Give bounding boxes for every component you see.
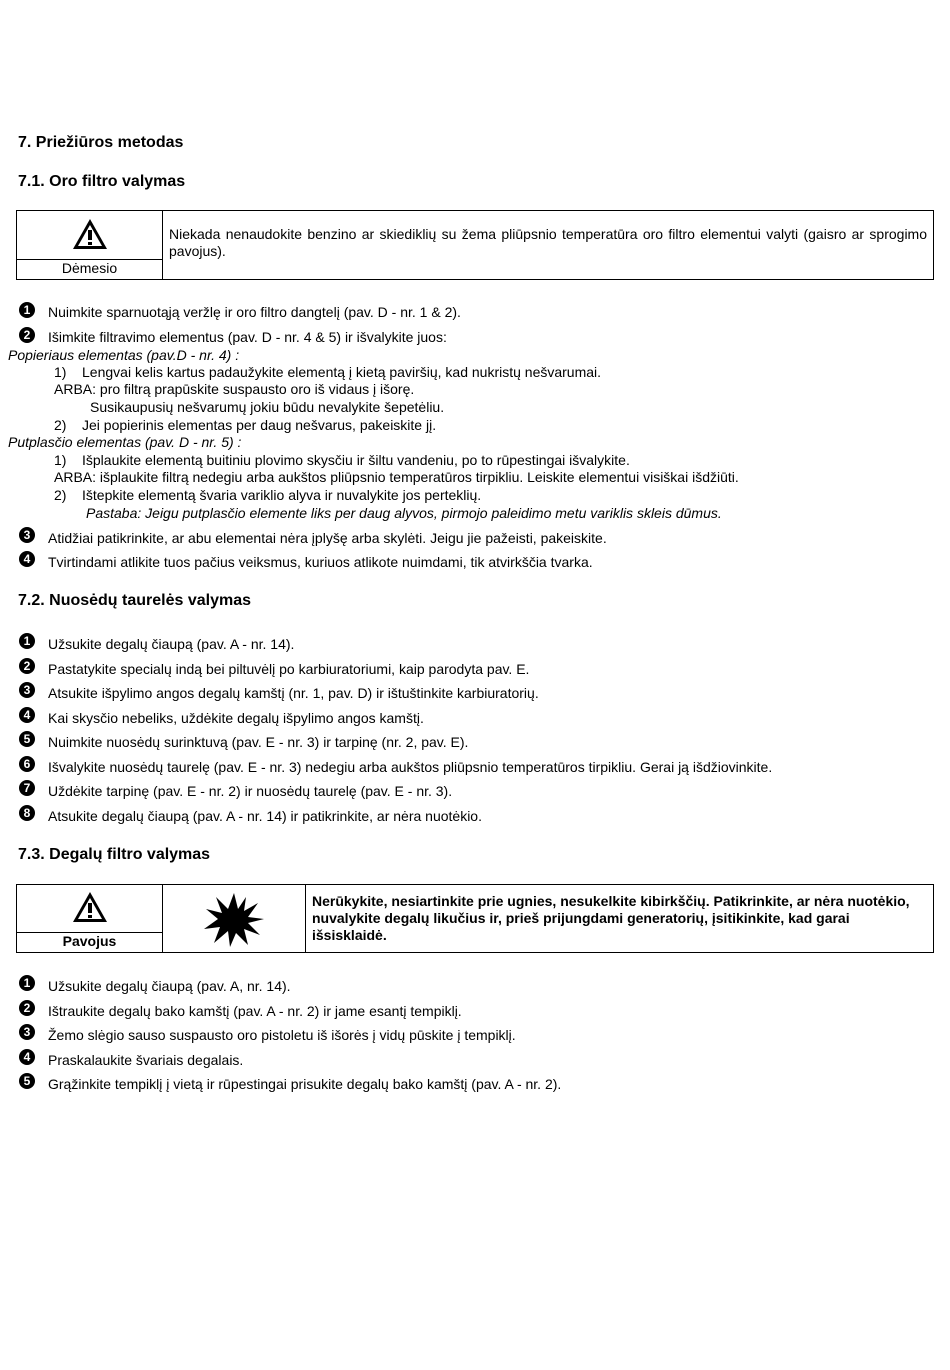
step-number-icon: 4 [19,1049,35,1065]
foam-line-2: ARBA: išplaukite filtrą nedegiu arba aukštos pliūpsnio temperatūros tirpikliu. Leiskite elementui visiškai išdžiūti. [54,469,739,485]
warning-box [16,210,934,280]
paper-line-2: ARBA: pro filtrą prapūskite suspausto oro iš vidaus į išorę. [54,381,415,397]
step-text: Praskalaukite švariais degalais. [48,1052,244,1068]
step-number-icon: 7 [19,780,35,796]
step-text: Nuimkite sparnuotąją veržlę ir oro filtro dangtelį (pav. D - nr. 1 & 2). [48,304,461,320]
step-text: Tvirtindami atlikite tuos pačius veiksmus, kuriuos atlikote nuimdami, tik atvirkščia tvarka. [48,554,593,570]
warning-triangle-icon [71,217,109,251]
step-text: Kai skysčio nebeliks, uždėkite degalų išpylimo angos kamštį. [48,710,424,726]
step-text: Grąžinkite tempiklį į vietą ir rūpestingai prisukite degalų bako kamštį (pav. A - nr. 2). [48,1076,562,1092]
step-number-icon: 3 [19,682,35,698]
warning-triangle-icon [71,890,109,924]
danger-text-cell [306,885,934,953]
danger-box [16,884,934,953]
step-text: Atidžiai patikrinkite, ar abu elementai nėra įplyšę arba skylėti. Jeigu jie pažeisti, pakeiskite. [48,530,607,546]
step-number-icon: 5 [19,1073,35,1089]
paper-line-3: Susikaupusių nešvarumų jokiu būdu nevalykite šepetėliu. [90,399,445,415]
step-number-icon: 2 [19,327,35,343]
step-number-icon: 3 [19,527,35,543]
step-number-icon: 1 [19,633,35,649]
section-title: 7. Priežiūros metodas [18,134,184,151]
warning-text: Niekada nenaudokite benzino ar skiediklių su žema pliūpsnio temperatūra oro filtro elementui valyti (gaisro ar sprogimo pavojus). [169,226,927,259]
step-number-icon: 2 [19,658,35,674]
step-number-icon: 4 [19,707,35,723]
step-number-icon: 6 [19,756,35,772]
step-number-icon: 8 [19,805,35,821]
warning-text-cell [163,211,934,280]
subsection-title-fuel-filter: 7.3. Degalų filtro valymas [18,846,211,863]
subsection-title-air-filter: 7.1. Oro filtro valymas [18,173,186,190]
paper-element-heading: Popieriaus elementas (pav.D - nr. 4) : [8,347,240,363]
foam-element-heading: Putplasčio elementas (pav. D - nr. 5) : [8,434,242,450]
step-number-icon: 2 [19,1000,35,1016]
foam-line-1: 1) Išplaukite elementą buitiniu plovimo skysčiu ir šiltu vandeniu, po to rūpestingai išvalykite. [54,452,630,468]
warning-icon-cell [17,211,163,260]
step-number-icon: 1 [19,975,35,991]
warning-caption: Dėmesio [17,260,163,280]
paper-line-4: 2) Jei popierinis elementas per daug nešvarus, pakeiskite jį. [54,417,437,433]
step-text: Atsukite degalų čiaupą (pav. A - nr. 14) ir patikrinkite, ar nėra nuotėkio. [48,808,482,824]
step-text: Uždėkite tarpinę (pav. E - nr. 2) ir nuosėdų taurelę (pav. E - nr. 3). [48,783,453,799]
danger-text: Nerūkykite, nesiartinkite prie ugnies, nesukelkite kibirkščių. Patikrinkite, ar nėra nuotėkio, nuvalykite degalų likučius ir, prieš prijungdami generatorių, įsitikinkite, kad garai išsisklaidė. [312,893,910,943]
step-text: Užsukite degalų čiaupą (pav. A, nr. 14). [48,978,291,994]
step-text: Išvalykite nuosėdų taurelę (pav. E - nr. 3) nedegiu arba aukštos pliūpsnio temperatūros tirpikliu. Gerai ją išdžiovinkite. [48,759,773,775]
step-number-icon: 5 [19,731,35,747]
step-text: Ištraukite degalų bako kamštį (pav. A - nr. 2) ir jame esantį tempiklį. [48,1003,462,1019]
step-number-icon: 4 [19,551,35,567]
foam-note: Pastaba: Jeigu putplasčio elemente liks per daug alyvos, pirmojo paleidimo metu variklis skleis dūmus. [86,505,722,521]
danger-caption: Pavojus [17,933,163,953]
step-number-icon: 1 [19,302,35,318]
step-number-icon: 3 [19,1024,35,1040]
step-text: Pastatykite specialų indą bei piltuvėlį po karbiuratoriumi, kaip parodyta pav. E. [48,661,530,677]
step-text: Žemo slėgio sauso suspausto oro pistoletu iš išorės į vidų pūskite į tempiklį. [48,1027,516,1043]
explosion-icon [202,891,266,947]
step-text: Nuimkite nuosėdų surinktuvą (pav. E - nr. 3) ir tarpinę (nr. 2, pav. E). [48,734,469,750]
step-text: Užsukite degalų čiaupą (pav. A - nr. 14). [48,636,295,652]
danger-icon-cell [17,885,163,933]
subsection-title-sediment-cup: 7.2. Nuosėdų taurelės valymas [18,592,251,609]
paper-line-1: 1) Lengvai kelis kartus padaužykite elementą į kietą paviršių, kad nukristų nešvarumai. [54,364,602,380]
foam-line-3: 2) Ištepkite elementą švaria variklio alyva ir nuvalykite jos perteklių. [54,487,482,503]
explosion-icon-cell [163,885,306,953]
step-text: Atsukite išpylimo angos degalų kamštį (nr. 1, pav. D) ir ištuštinkite karbiuratorių. [48,685,539,701]
step-text: Išimkite filtravimo elementus (pav. D - nr. 4 & 5) ir išvalykite juos: [48,329,447,345]
